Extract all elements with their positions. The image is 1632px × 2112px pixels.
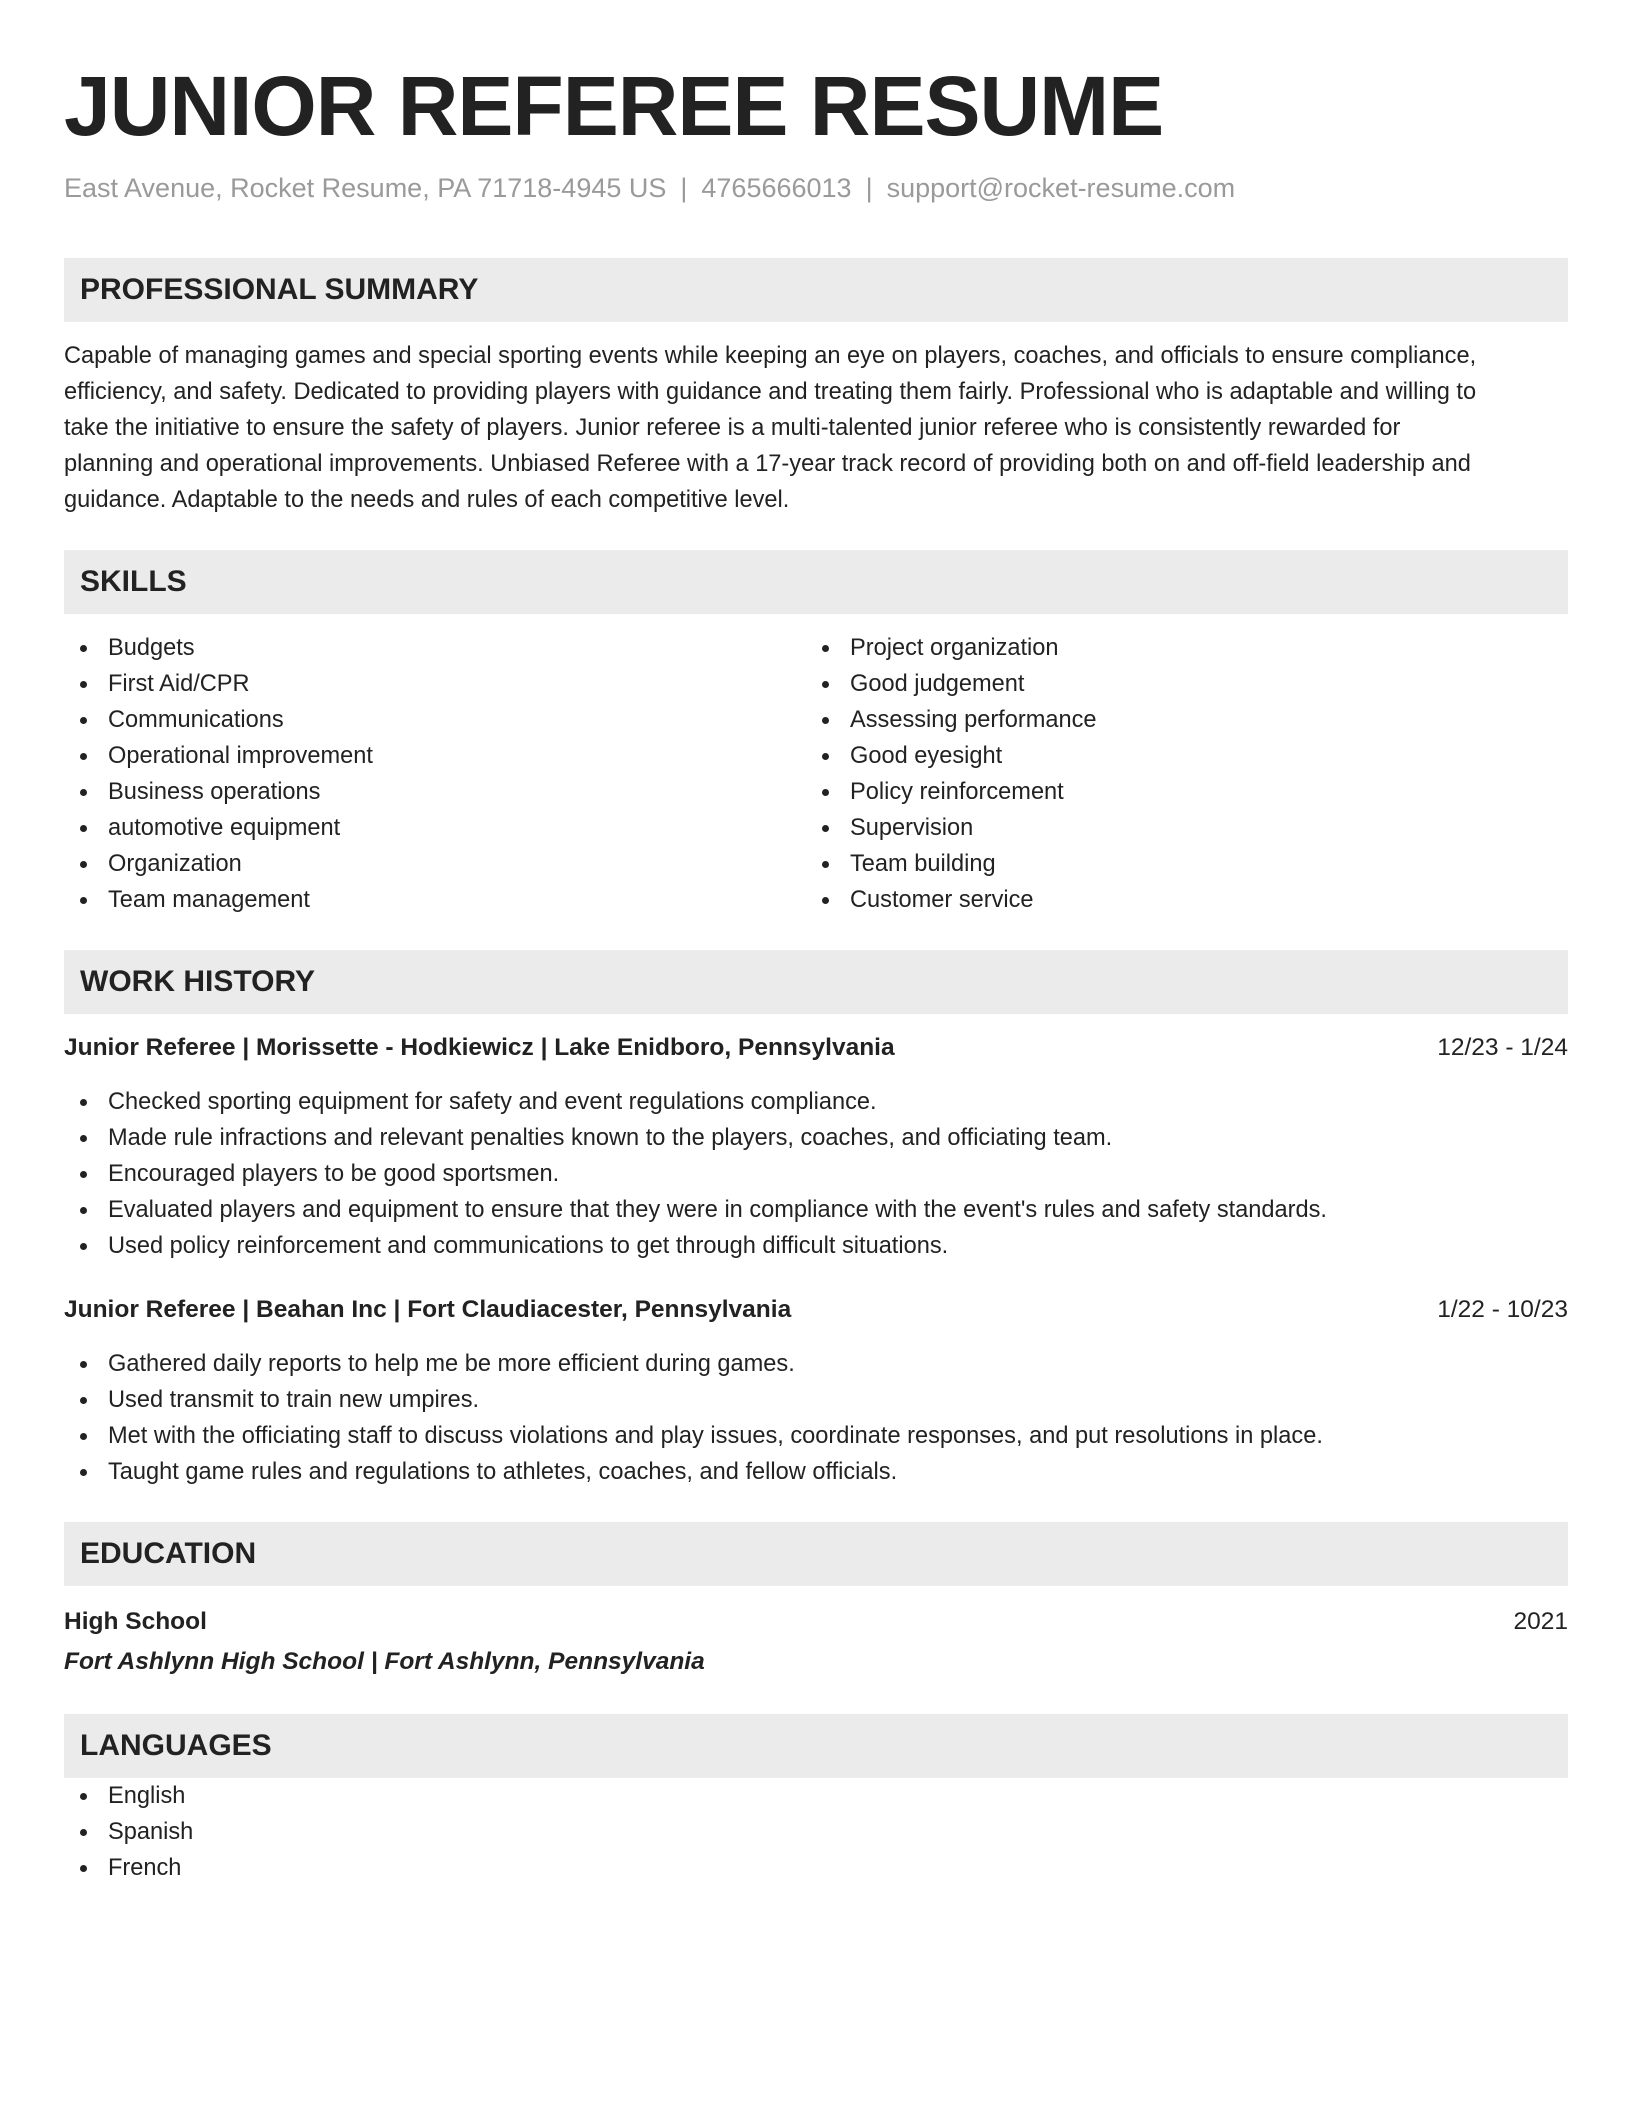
bullet-icon bbox=[822, 825, 829, 832]
section-header-work-history: WORK HISTORY bbox=[64, 950, 1568, 1014]
duty-text: Evaluated players and equipment to ensure that they were in compliance with the event's rules and safety standards. bbox=[108, 1197, 1327, 1223]
contact-line bbox=[64, 170, 1568, 206]
education-school: Fort Ashlynn High School | Fort Ashlynn, Pennsylvania bbox=[64, 1648, 705, 1675]
job-duties bbox=[64, 1084, 1568, 1264]
skill-item bbox=[64, 810, 806, 846]
job-header bbox=[64, 1292, 1568, 1328]
skill-label: Supervision bbox=[850, 815, 974, 841]
bullet-icon bbox=[822, 897, 829, 904]
bullet-icon bbox=[80, 1829, 87, 1836]
bullet-icon bbox=[80, 717, 87, 724]
skill-item bbox=[64, 882, 806, 918]
language-item bbox=[64, 1778, 1568, 1814]
duty-text: Met with the officiating staff to discuss violations and play issues, coordinate responses, and put resolutions in place. bbox=[108, 1423, 1323, 1449]
bullet-icon bbox=[80, 1207, 87, 1214]
skill-item bbox=[64, 774, 806, 810]
resume-page bbox=[64, 56, 1568, 1886]
contact-separator: | bbox=[680, 173, 688, 203]
job-entry bbox=[64, 1292, 1568, 1490]
skill-item bbox=[806, 882, 1548, 918]
skill-label: First Aid/CPR bbox=[108, 671, 250, 697]
duty-item bbox=[64, 1156, 1568, 1192]
duty-item bbox=[64, 1120, 1568, 1156]
language-item bbox=[64, 1850, 1568, 1886]
bullet-icon bbox=[822, 717, 829, 724]
bullet-icon bbox=[80, 861, 87, 868]
contact-separator: | bbox=[865, 173, 873, 203]
skills-column-right bbox=[806, 630, 1548, 918]
duty-text: Checked sporting equipment for safety and event regulations compliance. bbox=[108, 1089, 877, 1115]
summary-line: guidance. Adaptable to the needs and rules of each competitive level. bbox=[64, 487, 790, 513]
contact-phone: 4765666013 bbox=[701, 173, 852, 203]
bullet-icon bbox=[80, 645, 87, 652]
skill-label: Good judgement bbox=[850, 671, 1025, 697]
section-header-education: EDUCATION bbox=[64, 1522, 1568, 1586]
resume-title: JUNIOR REFEREE RESUME bbox=[64, 59, 1164, 153]
language-label: Spanish bbox=[108, 1819, 194, 1845]
bullet-icon bbox=[822, 753, 829, 760]
skill-label: Project organization bbox=[850, 635, 1059, 661]
bullet-icon bbox=[80, 897, 87, 904]
skill-item bbox=[806, 738, 1548, 774]
duty-item bbox=[64, 1192, 1568, 1228]
skill-item bbox=[64, 702, 806, 738]
bullet-icon bbox=[80, 1243, 87, 1250]
skill-item bbox=[64, 738, 806, 774]
duty-item bbox=[64, 1346, 1568, 1382]
duty-item bbox=[64, 1228, 1568, 1264]
skill-label: Operational improvement bbox=[108, 743, 373, 769]
skill-item bbox=[64, 630, 806, 666]
section-header-skills: SKILLS bbox=[64, 550, 1568, 614]
bullet-icon bbox=[80, 1793, 87, 1800]
bullet-icon bbox=[822, 645, 829, 652]
duty-text: Taught game rules and regulations to athletes, coaches, and fellow officials. bbox=[108, 1459, 898, 1485]
skill-label: automotive equipment bbox=[108, 815, 341, 841]
job-dates: 1/22 - 10/23 bbox=[1437, 1296, 1568, 1323]
bullet-icon bbox=[80, 1865, 87, 1872]
skill-item bbox=[806, 702, 1548, 738]
summary-line: take the initiative to ensure the safety of players. Junior referee is a multi-talented junior referee who is consistently rewarded for bbox=[64, 415, 1401, 441]
job-header bbox=[64, 1030, 1568, 1066]
duty-item bbox=[64, 1454, 1568, 1490]
contact-email: support@rocket-resume.com bbox=[886, 173, 1236, 203]
bullet-icon bbox=[80, 1397, 87, 1404]
duty-text: Made rule infractions and relevant penalties known to the players, coaches, and officiating team. bbox=[108, 1125, 1113, 1151]
section-header-summary: PROFESSIONAL SUMMARY bbox=[64, 258, 1568, 322]
summary-line: efficiency, and safety. Dedicated to providing players with guidance and treating them fairly. Professional who is adaptable and willing to bbox=[64, 379, 1477, 405]
bullet-icon bbox=[80, 1171, 87, 1178]
bullet-icon bbox=[80, 681, 87, 688]
education-entry bbox=[64, 1602, 1568, 1682]
bullet-icon bbox=[822, 861, 829, 868]
bullet-icon bbox=[80, 1099, 87, 1106]
skill-item bbox=[806, 846, 1548, 882]
bullet-icon bbox=[822, 789, 829, 796]
job-entry bbox=[64, 1030, 1568, 1264]
bullet-icon bbox=[80, 1135, 87, 1142]
skill-item bbox=[64, 846, 806, 882]
summary-line: Capable of managing games and special sporting events while keeping an eye on players, coaches, and officials to ensure compliance, bbox=[64, 343, 1477, 369]
skills-column-left bbox=[64, 630, 806, 918]
languages-list bbox=[64, 1778, 1568, 1886]
skill-label: Business operations bbox=[108, 779, 321, 805]
skill-item bbox=[64, 666, 806, 702]
bullet-icon bbox=[80, 1433, 87, 1440]
bullet-icon bbox=[80, 1361, 87, 1368]
skill-item bbox=[806, 630, 1548, 666]
skill-label: Team building bbox=[850, 851, 996, 877]
job-title: Junior Referee | Morissette - Hodkiewicz | Lake Enidboro, Pennsylvania bbox=[64, 1034, 895, 1061]
bullet-icon bbox=[80, 753, 87, 760]
bullet-icon bbox=[822, 681, 829, 688]
contact-address: East Avenue, Rocket Resume, PA 71718-4945 US bbox=[64, 173, 667, 203]
duty-item bbox=[64, 1084, 1568, 1120]
skill-item bbox=[806, 774, 1548, 810]
education-degree: High School bbox=[64, 1608, 207, 1635]
skill-label: Budgets bbox=[108, 635, 195, 661]
language-item bbox=[64, 1814, 1568, 1850]
duty-item bbox=[64, 1382, 1568, 1418]
skill-item bbox=[806, 810, 1548, 846]
skill-label: Good eyesight bbox=[850, 743, 1003, 769]
bullet-icon bbox=[80, 1469, 87, 1476]
bullet-icon bbox=[80, 789, 87, 796]
bullet-icon bbox=[80, 825, 87, 832]
summary-text bbox=[64, 338, 1568, 518]
duty-text: Gathered daily reports to help me be more efficient during games. bbox=[108, 1351, 795, 1377]
section-header-languages: LANGUAGES bbox=[64, 1714, 1568, 1778]
language-label: English bbox=[108, 1783, 186, 1809]
duty-item bbox=[64, 1418, 1568, 1454]
summary-line: planning and operational improvements. Unbiased Referee with a 17-year track record of providing both on and off-field leadership and bbox=[64, 451, 1471, 477]
skill-label: Assessing performance bbox=[850, 707, 1097, 733]
education-year: 2021 bbox=[1513, 1608, 1568, 1635]
duty-text: Encouraged players to be good sportsmen. bbox=[108, 1161, 560, 1187]
job-dates: 12/23 - 1/24 bbox=[1437, 1034, 1568, 1061]
skill-label: Communications bbox=[108, 707, 284, 733]
skill-label: Organization bbox=[108, 851, 242, 877]
job-title: Junior Referee | Beahan Inc | Fort Claudiacester, Pennsylvania bbox=[64, 1296, 792, 1323]
language-label: French bbox=[108, 1855, 182, 1881]
skill-label: Team management bbox=[108, 887, 310, 913]
job-duties bbox=[64, 1346, 1568, 1490]
skills-list bbox=[64, 630, 1568, 918]
skill-item bbox=[806, 666, 1548, 702]
duty-text: Used policy reinforcement and communications to get through difficult situations. bbox=[108, 1233, 949, 1259]
education-header bbox=[64, 1602, 1568, 1642]
duty-text: Used transmit to train new umpires. bbox=[108, 1387, 480, 1413]
skill-label: Customer service bbox=[850, 887, 1034, 913]
skill-label: Policy reinforcement bbox=[850, 779, 1064, 805]
